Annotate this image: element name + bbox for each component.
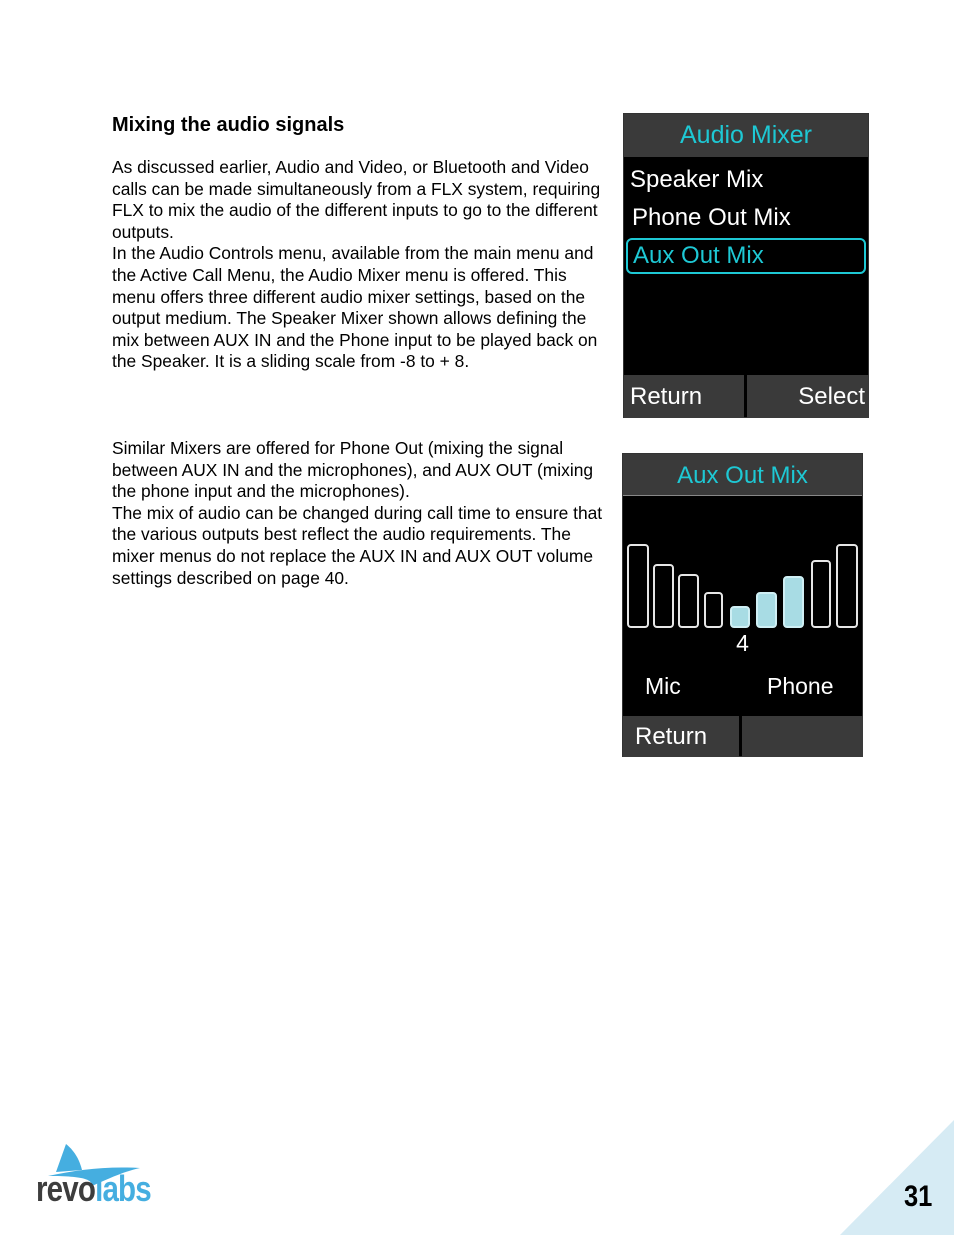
level-bar xyxy=(836,544,858,628)
return-softkey[interactable]: Return xyxy=(624,375,744,418)
screen-title: Aux Out Mix xyxy=(623,454,862,496)
level-bar xyxy=(627,544,649,628)
phone-label: Phone xyxy=(767,673,834,699)
level-bar-filled xyxy=(783,576,804,628)
level-bar xyxy=(704,592,723,628)
level-bar xyxy=(678,574,699,628)
screen-title: Audio Mixer xyxy=(624,114,868,157)
menu-item-phone-out-mix[interactable]: Phone Out Mix xyxy=(632,204,791,231)
level-bar xyxy=(811,560,831,628)
level-bar-filled xyxy=(756,592,777,628)
revolabs-logo: revolabs xyxy=(36,1168,151,1209)
text-block-2 xyxy=(112,438,612,589)
level-bar-filled xyxy=(730,606,750,628)
paragraph: Similar Mixers are offered for Phone Out (mixing the signal between AUX IN and the microphones), and AUX OUT (mixing the phone input and the microphones). xyxy=(112,438,594,502)
section-heading: Mixing the audio signals xyxy=(112,114,345,136)
paragraph: The mix of audio can be changed during call time to ensure that the various outputs best reflect the audio requirements. The mixer menus do not replace the AUX IN and AUX OUT volume settings described on page 40. xyxy=(112,502,603,588)
mix-value: 4 xyxy=(736,630,749,656)
page-corner-decoration xyxy=(840,1120,954,1235)
empty-softkey xyxy=(742,716,863,757)
return-softkey[interactable]: Return xyxy=(623,716,739,757)
paragraph: As discussed earlier, Audio and Video, or Bluetooth and Video calls can be made simultaneously from a FLX system, requiring FLX to mix the audio of the different inputs to go to the different outputs. xyxy=(112,157,601,242)
paragraph: In the Audio Controls menu, available from the main menu and the Active Call Menu, the Audio Mixer menu is offered. This menu offers three different audio mixer settings, based on the output medium. The Speaker Mixer shown allows defining the mix between AUX IN and the Phone input to be played back on the Speaker. It is a sliding scale from -8 to + 8. xyxy=(112,243,598,372)
mic-label: Mic xyxy=(645,673,681,699)
level-bar xyxy=(653,564,674,628)
menu-item-speaker-mix[interactable]: Speaker Mix xyxy=(630,166,764,193)
audio-mixer-screen xyxy=(623,113,869,418)
select-softkey[interactable]: Select xyxy=(747,375,869,418)
page-number: 31 xyxy=(904,1180,933,1213)
menu-item-aux-out-mix-selected[interactable]: Aux Out Mix xyxy=(626,238,866,274)
text-block-1 xyxy=(112,157,612,373)
mix-level-bars[interactable] xyxy=(627,544,859,628)
aux-out-mix-screen xyxy=(622,453,863,757)
